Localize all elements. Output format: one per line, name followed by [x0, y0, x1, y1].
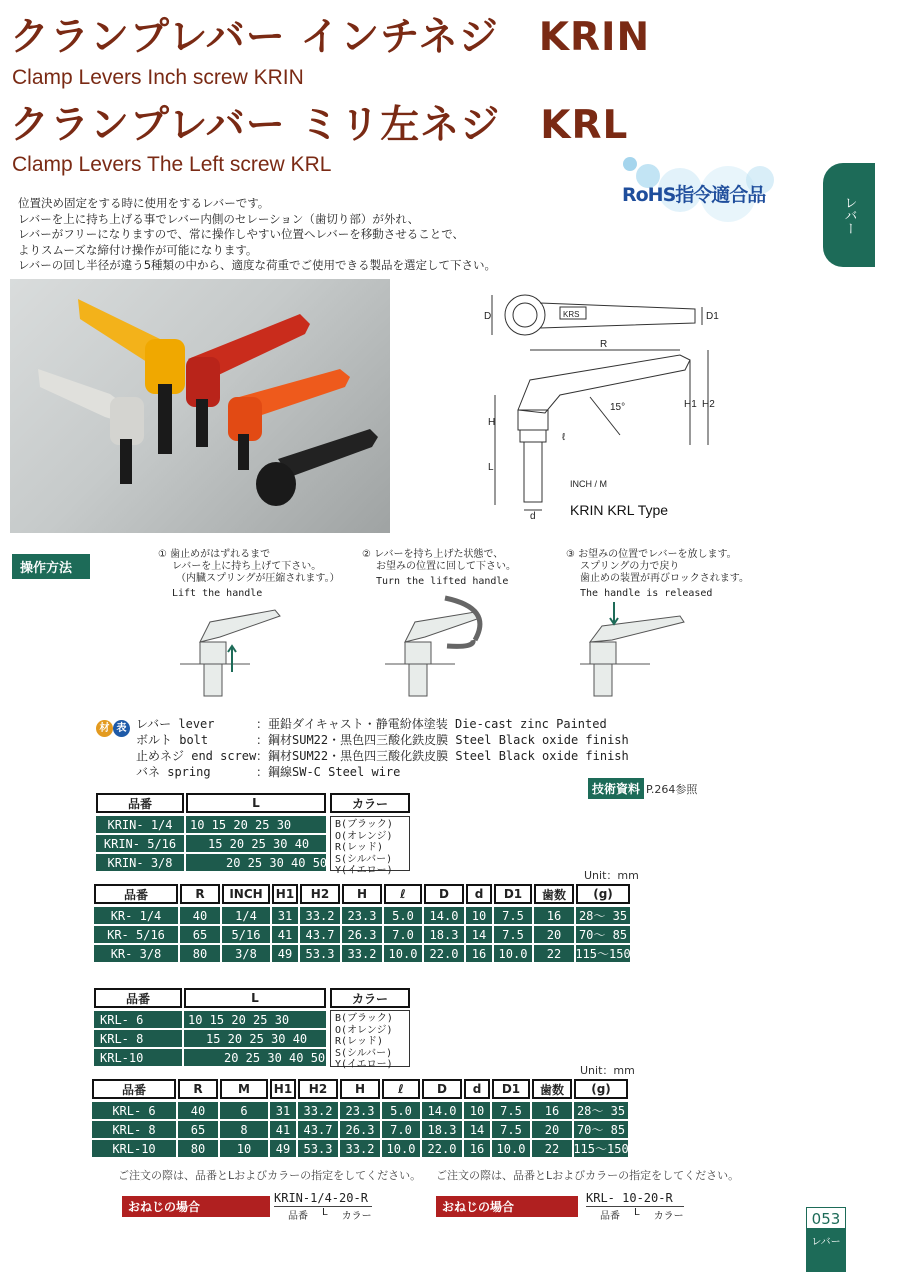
krl-dim-cell: 7.0: [382, 1121, 420, 1138]
krl-l-part: KRL- 8: [94, 1030, 182, 1047]
step-2-jp-line: お望みの位置に回して下さい。: [376, 561, 516, 572]
krin-dim-cell: 5.0: [384, 907, 422, 924]
krin-dim-header: H1: [272, 884, 298, 904]
krl-l-values: 10 15 20 25 30: [184, 1011, 326, 1028]
krin-dim-cell: 22: [534, 945, 574, 962]
krl-dim-header: ℓ: [382, 1079, 420, 1099]
krin-l-header-l: L: [186, 793, 326, 813]
material-value: ：鋼材SUM22・黒色四三酸化鉄皮膜 Steel Black oxide finish: [256, 733, 629, 747]
dim-h2: H2: [702, 399, 715, 410]
step-3-en: The handle is released: [580, 588, 713, 599]
description: [18, 196, 496, 274]
krl-dim-header: 歯数: [532, 1079, 572, 1099]
dim-h1: H1: [684, 399, 697, 410]
krl-dim-cell: 10.0: [382, 1140, 420, 1157]
step-3-jp-line: スプリングの力で戻り: [580, 561, 680, 572]
description-line: よりスムーズな締付け操作が可能になります。: [18, 242, 258, 257]
krin-dim-cell: 16: [534, 907, 574, 924]
step-1-num: ①: [158, 549, 167, 560]
dim-d1: D1: [706, 311, 719, 322]
inch-m-label: INCH / M: [570, 479, 607, 489]
krl-dim-cell: 8: [220, 1121, 268, 1138]
order-sub-l: L: [634, 1207, 640, 1218]
description-line: レバーを上に持ち上げる事でレバー内側のセレーション（歯切り部）が外れ、: [18, 211, 420, 226]
step-3-jp-line: 歯止めの装置が再びロックされます。: [580, 573, 749, 584]
krin-dim-cell: 26.3: [342, 926, 382, 943]
krl-color-list: [330, 1010, 410, 1070]
krin-dim-cell: 49: [272, 945, 298, 962]
krl-dim-cell: 7.5: [492, 1102, 530, 1119]
krin-dim-header: D: [424, 884, 464, 904]
krl-dim-header: 品番: [92, 1079, 176, 1099]
krin-dim-header: (g): [576, 884, 630, 904]
product-photo-drawing: [10, 279, 390, 533]
krin-dim-cell: 31: [272, 907, 298, 924]
krin-dim-header: R: [180, 884, 220, 904]
unit-label: Unit：mm: [580, 1064, 635, 1077]
step-2-illustration: [385, 590, 505, 702]
krl-dim-header: R: [178, 1079, 218, 1099]
krl-dim-cell: 115～150: [573, 1142, 629, 1156]
krl-dim-cell: 49: [270, 1140, 296, 1157]
krl-l-header-color: カラー: [330, 988, 410, 1008]
krl-dim-cell: 43.7: [298, 1121, 338, 1138]
order-code: KRIN-1/4-20-R: [274, 1191, 368, 1205]
color-option: S(シルバー): [335, 1047, 393, 1059]
page-tab: レバー: [806, 1229, 846, 1272]
krl-dim-cell: KRL- 8: [92, 1121, 176, 1138]
step-2-en: Turn the lifted handle: [376, 576, 509, 587]
type-label: KRIN KRL Type: [570, 502, 669, 518]
krl-dim-cell: 14: [464, 1121, 490, 1138]
krin-dim-cell: 41: [272, 926, 298, 943]
krl-dim-header: D: [422, 1079, 462, 1099]
order-note-krl: ご注文の際は、品番とLおよびカラーの指定をしてください。: [436, 1169, 740, 1182]
step-2: [362, 549, 516, 587]
krin-dim-cell: 20: [534, 926, 574, 943]
side-tab: [823, 163, 875, 267]
tech-ref-label: 技術資料: [588, 778, 644, 799]
krl-dim-cell: 33.2: [340, 1140, 380, 1157]
krl-dim-cell: 70～ 85: [574, 1121, 628, 1138]
krl-dim-cell: KRL- 6: [92, 1102, 176, 1119]
description-line: レバーがフリーになりますので、常に操作しやすい位置へレバーを移動させることで、: [18, 227, 464, 241]
krin-dim-cell: 5/16: [222, 926, 270, 943]
krin-dim-cell: 22.0: [424, 945, 464, 962]
krl-l-part: KRL- 6: [94, 1011, 182, 1028]
color-option: Y(イエロー): [335, 1059, 393, 1070]
krl-dim-cell: 22: [532, 1140, 572, 1157]
lever-top-view: [505, 295, 545, 335]
krl-dim-cell: 23.3: [340, 1102, 380, 1119]
material-value: ：亜鉛ダイキャスト・静電紛体塗装 Die-cast zinc Painted: [256, 717, 607, 731]
order-label-krin: おねじの場合: [122, 1196, 270, 1217]
step-2-num: ②: [362, 549, 371, 560]
tech-ref[interactable]: [588, 778, 697, 799]
krin-color-list: [330, 816, 410, 876]
materials: [96, 716, 629, 780]
krl-dim-cell: 10.0: [492, 1140, 530, 1157]
krin-dim-cell: 7.0: [384, 926, 422, 943]
krin-dim-cell: KR- 3/8: [94, 945, 178, 962]
krin-dim-cell: 23.3: [342, 907, 382, 924]
krl-l-header-l: L: [184, 988, 326, 1008]
krl-l-values: 15 20 25 30 40: [184, 1030, 326, 1047]
color-option: B(ブラック): [335, 819, 393, 830]
krl-dim-header: D1: [492, 1079, 530, 1099]
krin-dim-header: INCH: [222, 884, 270, 904]
title-krl-en: Clamp Levers The Left screw KRL: [12, 153, 332, 176]
page-number: 053: [806, 1207, 846, 1229]
krl-dim-cell: 53.3: [298, 1140, 338, 1157]
product-photo: [10, 279, 390, 533]
krin-dim-cell: 40: [180, 907, 220, 924]
krl-dim-cell: 31: [270, 1102, 296, 1119]
krl-l-part: KRL-10: [94, 1049, 182, 1066]
krl-dim-header: M: [220, 1079, 268, 1099]
dim-d: D: [484, 311, 492, 322]
krin-dim-cell: 16: [466, 945, 492, 962]
krin-dim-cell: 10.0: [494, 945, 532, 962]
order-example-krl: [586, 1191, 684, 1222]
step-3-illustration: [580, 602, 700, 702]
krl-dim-header: H1: [270, 1079, 296, 1099]
krin-l-header-color: カラー: [330, 793, 410, 813]
krl-dim-cell: 41: [270, 1121, 296, 1138]
krl-dim-cell: 16: [464, 1140, 490, 1157]
krin-dim-cell: 115～150: [575, 947, 631, 961]
krin-dim-cell: 3/8: [222, 945, 270, 962]
krin-l-values: 20 25 30 40 50: [186, 854, 326, 871]
krl-dim-cell: 7.5: [492, 1121, 530, 1138]
krin-dim-header: 品番: [94, 884, 178, 904]
color-option: O(オレンジ): [335, 1024, 393, 1036]
order-sub-part: 品番: [288, 1211, 308, 1222]
step-3-num: ③: [566, 549, 575, 560]
step-2-jp-line: レバーを持ち上げた状態で、: [374, 549, 504, 560]
color-option: Y(イエロー): [335, 865, 393, 876]
step-1: [158, 549, 340, 599]
krin-dim-cell: KR- 5/16: [94, 926, 178, 943]
krin-dim-cell: 33.2: [342, 945, 382, 962]
unit-label: Unit：mm: [584, 869, 639, 882]
krin-l-part: KRIN- 3/8: [96, 854, 184, 871]
krl-dim-cell: 10: [464, 1102, 490, 1119]
krin-dim-cell: 7.5: [494, 907, 532, 924]
dim-h: H: [488, 417, 496, 428]
color-option: O(オレンジ): [335, 830, 393, 842]
krin-dim-cell: 7.5: [494, 926, 532, 943]
order-example-krin: [274, 1191, 372, 1222]
operation-title: 操作方法: [12, 554, 90, 579]
krin-dim-cell: 18.3: [424, 926, 464, 943]
krl-dim-header: H: [340, 1079, 380, 1099]
krin-dim-cell: 10: [466, 907, 492, 924]
krl-dim-cell: 33.2: [298, 1102, 338, 1119]
step-3: [566, 549, 749, 599]
krin-l-header-part: 品番: [96, 793, 184, 813]
title-krin-jp: クランプレバー インチネジ KRIN: [10, 15, 651, 60]
krl-dim-cell: 14.0: [422, 1102, 462, 1119]
krl-dim-cell: 65: [178, 1121, 218, 1138]
krin-l-values: 15 20 25 30 40: [186, 835, 326, 852]
dim-angle: 15°: [610, 402, 626, 413]
description-line: レバーの回し半径が違う5種類の中から、適度な荷重でご使用できる製品を選定して下さい。: [18, 258, 497, 272]
krl-l-header-part: 品番: [94, 988, 182, 1008]
krin-dim-header: D1: [494, 884, 532, 904]
dim-r: R: [600, 339, 608, 350]
krin-dim-cell: 43.7: [300, 926, 340, 943]
side-tab-label: レバー: [841, 195, 857, 235]
krin-l-values: 10 15 20 25 30: [186, 816, 326, 833]
krin-l-part: KRIN- 1/4: [96, 816, 184, 833]
krin-dim-cell: 10.0: [384, 945, 422, 962]
step-1-jp-line: レバーを上に持ち上げて下さい。: [172, 561, 322, 572]
krin-dim-header: 歯数: [534, 884, 574, 904]
step-1-jp-line: （内臓スプリングが圧縮されます。）: [176, 573, 340, 584]
krl-dim-cell: 10: [220, 1140, 268, 1157]
material-label: レバー lever: [136, 717, 215, 731]
krl-dim-header: d: [464, 1079, 490, 1099]
krin-dim-cell: KR- 1/4: [94, 907, 178, 924]
materials-badge: 材: [96, 720, 113, 737]
krl-dim-cell: 6: [220, 1102, 268, 1119]
krl-dim-cell: 18.3: [422, 1121, 462, 1138]
rohs-label: RoHS指令適合品: [622, 184, 766, 206]
order-sub-color: カラー: [341, 1211, 372, 1222]
krin-dim-header: d: [466, 884, 492, 904]
krl-dim-header: H2: [298, 1079, 338, 1099]
material-label: 止めネジ end screw: [136, 749, 257, 763]
krin-dim-header: ℓ: [384, 884, 422, 904]
order-sub-part: 品番: [600, 1211, 620, 1222]
krl-dim-cell: 16: [532, 1102, 572, 1119]
krin-dim-cell: 1/4: [222, 907, 270, 924]
krin-dim-cell: 80: [180, 945, 220, 962]
color-option: S(シルバー): [335, 853, 393, 865]
order-code: KRL- 10-20-R: [586, 1191, 673, 1205]
description-line: 位置決め固定をする時に使用をするレバーです。: [18, 196, 270, 210]
krl-dim-cell: 20: [532, 1121, 572, 1138]
krin-dim-cell: 70～ 85: [576, 926, 630, 943]
step-1-jp-line: 歯止めがはずれるまで: [170, 549, 271, 560]
krin-dim-cell: 65: [180, 926, 220, 943]
tech-ref-page: P.264参照: [646, 782, 698, 796]
krl-dim-cell: 40: [178, 1102, 218, 1119]
krl-dim-header: (g): [574, 1079, 628, 1099]
krin-dim-cell: 53.3: [300, 945, 340, 962]
color-option: R(レッド): [335, 842, 383, 853]
krin-dim-header: H: [342, 884, 382, 904]
color-option: R(レッド): [335, 1036, 383, 1047]
krin-dim-cell: 14.0: [424, 907, 464, 924]
krl-dim-cell: 26.3: [340, 1121, 380, 1138]
material-label: バネ spring: [136, 765, 211, 779]
material-value: ：鋼線SW-C Steel wire: [256, 765, 401, 779]
order-label-krl: おねじの場合: [436, 1196, 578, 1217]
dim-small-d: d: [530, 511, 536, 522]
krin-dim-header: H2: [300, 884, 340, 904]
step-3-jp-line: お望みの位置でレバーを放します。: [578, 549, 737, 560]
krl-dim-cell: 28～ 35: [574, 1102, 628, 1119]
krl-dim-cell: 5.0: [382, 1102, 420, 1119]
krl-dim-cell: 22.0: [422, 1140, 462, 1157]
krin-dim-cell: 28～ 35: [576, 907, 630, 924]
lever-mark: KRS: [563, 310, 580, 319]
step-1-en: Lift the handle: [172, 588, 263, 599]
color-option: B(ブラック): [335, 1013, 393, 1024]
dim-l: L: [488, 462, 494, 473]
krl-dim-cell: 80: [178, 1140, 218, 1157]
surface-badge: 表: [113, 720, 130, 737]
dim-ell: ℓ: [562, 432, 566, 443]
krin-dim-cell: 14: [466, 926, 492, 943]
krin-dim-cell: 33.2: [300, 907, 340, 924]
krl-l-values: 20 25 30 40 50: [184, 1049, 326, 1066]
krin-l-part: KRIN- 5/16: [96, 835, 184, 852]
krl-dim-cell: KRL-10: [92, 1140, 176, 1157]
material-label: ボルト bolt: [136, 733, 209, 747]
step-1-illustration: [180, 602, 300, 702]
order-note-krin: ご注文の際は、品番とLおよびカラーの指定をしてください。: [118, 1169, 422, 1182]
order-sub-l: L: [322, 1207, 328, 1218]
dimension-diagram: [470, 285, 730, 525]
title-krin-en: Clamp Levers Inch screw KRIN: [12, 66, 304, 89]
material-value: ：鋼材SUM22・黒色四三酸化鉄皮膜 Steel Black oxide finish: [256, 749, 629, 763]
order-sub-color: カラー: [653, 1211, 684, 1222]
title-krl-jp: クランプレバー ミリ左ネジ KRL: [10, 103, 629, 148]
